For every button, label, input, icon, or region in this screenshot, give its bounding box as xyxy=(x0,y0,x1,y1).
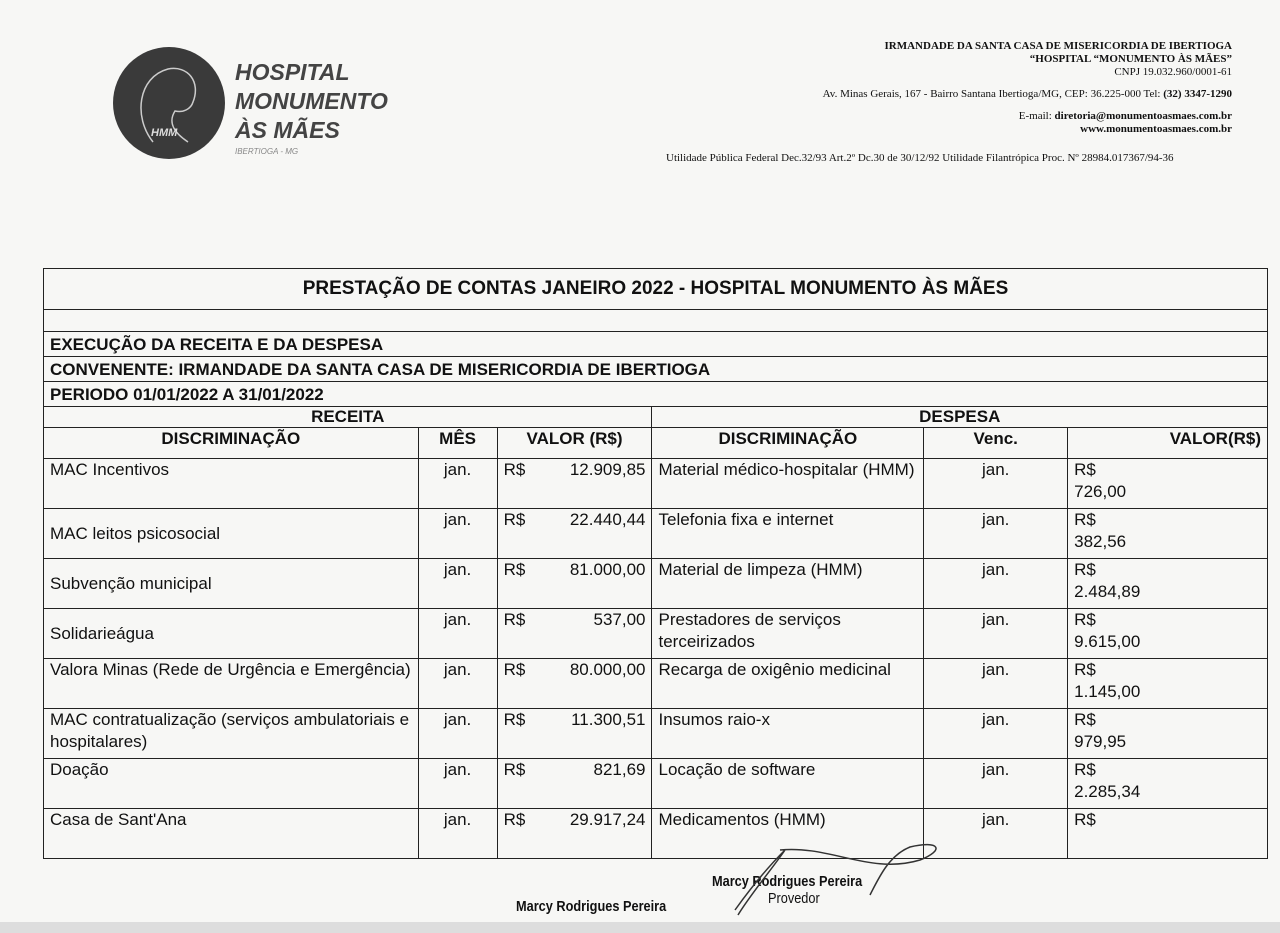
despesa-value: R$ 979,95 xyxy=(1068,709,1268,759)
column-header: VALOR(R$) xyxy=(1068,428,1268,459)
receita-desc: MAC Incentivos xyxy=(44,459,419,509)
receita-desc: Valora Minas (Rede de Urgência e Emergência) xyxy=(44,659,419,709)
table-row xyxy=(44,559,1268,609)
receita-month: jan. xyxy=(418,759,497,809)
column-header: MÊS xyxy=(418,428,497,459)
despesa-desc: Prestadores de serviços terceirizados xyxy=(652,609,924,659)
signature-role: Provedor xyxy=(768,890,820,907)
table-row xyxy=(44,759,1268,809)
accounts-table xyxy=(43,268,1268,859)
receita-value: R$ 80.000,00 xyxy=(497,659,652,709)
receita-value: R$ 537,00 xyxy=(497,609,652,659)
receita-desc: Solidarieágua xyxy=(44,609,419,659)
table-row xyxy=(44,809,1268,859)
table-row xyxy=(44,509,1268,559)
receita-value: R$ 22.440,44 xyxy=(497,509,652,559)
despesa-value: R$ 382,56 xyxy=(1068,509,1268,559)
receita-desc: MAC leitos psicosocial xyxy=(44,509,419,559)
despesa-due: jan. xyxy=(924,509,1068,559)
despesa-desc: Locação de software xyxy=(652,759,924,809)
receita-value: R$ 29.917,24 xyxy=(497,809,652,859)
receita-desc: Casa de Sant'Ana xyxy=(44,809,419,859)
despesa-due: jan. xyxy=(924,759,1068,809)
receita-desc: Subvenção municipal xyxy=(44,559,419,609)
despesa-header: DESPESA xyxy=(652,407,1268,428)
receita-month: jan. xyxy=(418,809,497,859)
receita-value: R$ 81.000,00 xyxy=(497,559,652,609)
brand-name: HOSPITAL MONUMENTO ÀS MÃES IBERTIOGA - MG xyxy=(235,59,388,156)
table-row xyxy=(44,659,1268,709)
logo-monogram: HMM xyxy=(151,127,178,139)
receita-month: jan. xyxy=(418,509,497,559)
convenente-label: CONVENENTE: IRMANDADE DA SANTA CASA DE MISERICORDIA DE IBERTIOGA xyxy=(44,357,1268,382)
despesa-desc: Recarga de oxigênio medicinal xyxy=(652,659,924,709)
column-header: Venc. xyxy=(924,428,1068,459)
despesa-value: R$ xyxy=(1068,809,1268,859)
receita-desc: MAC contratualização (serviços ambulatoriais e hospitalares) xyxy=(44,709,419,759)
letterhead: IRMANDADE DA SANTA CASA DE MISERICORDIA DE IBERTIOGA “HOSPITAL “MONUMENTO ÀS MÃES” CNPJ 19.032.960/0001-61 Av. Minas Gerais, 167 - Bairro Santana Ibertioga/MG, CEP: 36.225-000 Tel: (32) 3347-1290 E-mail: diretoria@monumentoasmaes.com.br www.monumentoasmaes.com.br xyxy=(822,40,1232,135)
despesa-value: R$ 1.145,00 xyxy=(1068,659,1268,709)
despesa-value: R$ 726,00 xyxy=(1068,459,1268,509)
despesa-desc: Medicamentos (HMM) xyxy=(652,809,924,859)
receita-value: R$ 821,69 xyxy=(497,759,652,809)
receita-month: jan. xyxy=(418,659,497,709)
table-title: PRESTAÇÃO DE CONTAS JANEIRO 2022 - HOSPITAL MONUMENTO ÀS MÃES xyxy=(44,269,1268,310)
despesa-due: jan. xyxy=(924,609,1068,659)
despesa-value: R$ 2.484,89 xyxy=(1068,559,1268,609)
despesa-due: jan. xyxy=(924,659,1068,709)
column-header: VALOR (R$) xyxy=(497,428,652,459)
column-header: DISCRIMINAÇÃO xyxy=(652,428,924,459)
despesa-desc: Insumos raio-x xyxy=(652,709,924,759)
receita-month: jan. xyxy=(418,609,497,659)
despesa-due: jan. xyxy=(924,809,1068,859)
despesa-desc: Material médico-hospitalar (HMM) xyxy=(652,459,924,509)
utility-line: Utilidade Pública Federal Dec.32/93 Art.2º Dc.30 de 30/12/92 Utilidade Filantrópica Proc. Nº 28984.017367/94-36 xyxy=(666,152,1174,164)
column-header: DISCRIMINAÇÃO xyxy=(44,428,419,459)
receita-month: jan. xyxy=(418,559,497,609)
despesa-value: R$ 2.285,34 xyxy=(1068,759,1268,809)
handwritten-signature xyxy=(720,835,950,925)
receita-value: R$ 11.300,51 xyxy=(497,709,652,759)
despesa-due: jan. xyxy=(924,709,1068,759)
despesa-desc: Material de limpeza (HMM) xyxy=(652,559,924,609)
receita-value: R$ 12.909,85 xyxy=(497,459,652,509)
execucao-label: EXECUÇÃO DA RECEITA E DA DESPESA xyxy=(44,332,1268,357)
table-row xyxy=(44,709,1268,759)
receita-header: RECEITA xyxy=(44,407,652,428)
signature-name-right: Marcy Rodrigues Pereira xyxy=(712,873,863,890)
receita-month: jan. xyxy=(418,459,497,509)
despesa-due: jan. xyxy=(924,459,1068,509)
despesa-value: R$ 9.615,00 xyxy=(1068,609,1268,659)
receita-desc: Doação xyxy=(44,759,419,809)
table-row xyxy=(44,459,1268,509)
despesa-desc: Telefonia fixa e internet xyxy=(652,509,924,559)
table-row xyxy=(44,609,1268,659)
receita-month: jan. xyxy=(418,709,497,759)
signature-name-left: Marcy Rodrigues Pereira xyxy=(516,898,667,915)
despesa-due: jan. xyxy=(924,559,1068,609)
mother-silhouette-icon xyxy=(113,47,225,159)
hospital-logo xyxy=(113,47,225,159)
periodo-label: PERIODO 01/01/2022 A 31/01/2022 xyxy=(44,382,1268,407)
